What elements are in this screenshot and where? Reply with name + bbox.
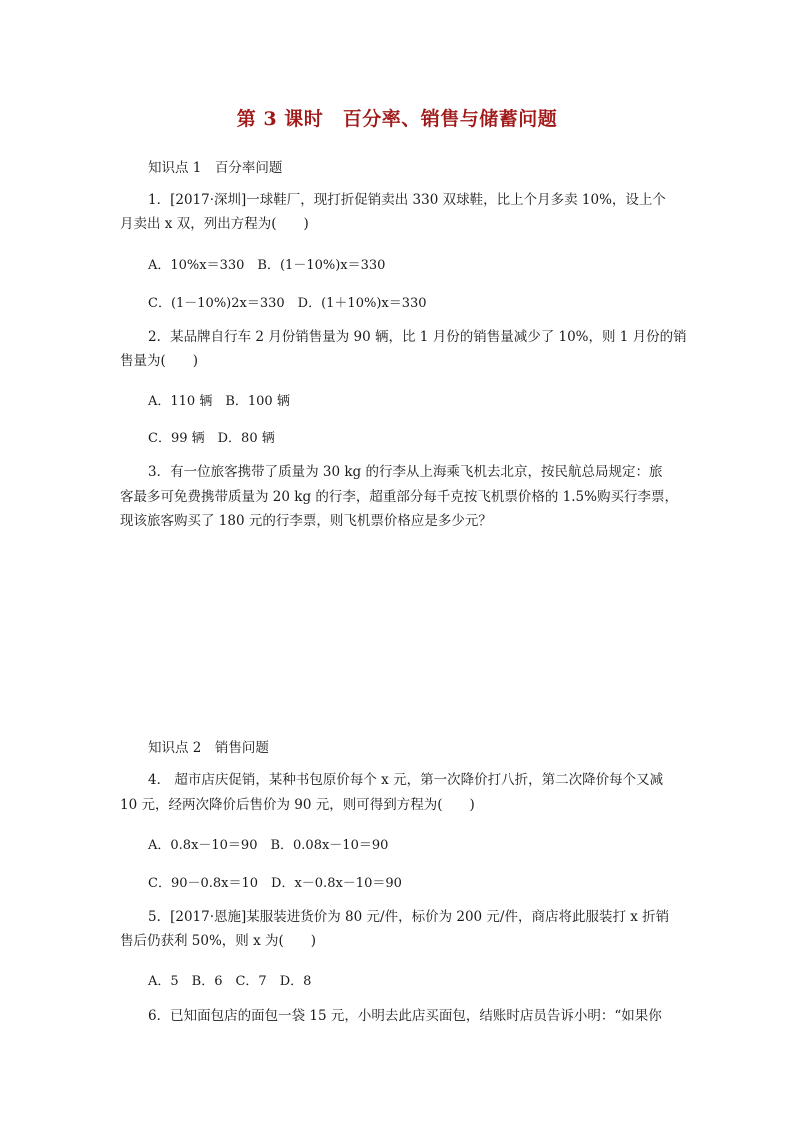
q4-line2: 10 元，经两次降价后售价为 90 元，则可得到方程为( ) [120, 797, 475, 813]
q4-line1: 4． 超市店庆促销，某种书包原价每个 x 元，第一次降价打八折，第二次降价每个又减 [148, 772, 664, 788]
q5-line1: 5．[2017·恩施]某服装进货价为 80 元/件，标价为 200 元/件，商店将此服装打 x 折销 [148, 909, 670, 925]
q3-line2: 客最多可免费携带质量为 20 kg 的行李，超重部分每千克按飞机票价格的 1.5%购买行李票， [120, 489, 678, 505]
q1-line1: 1．[2017·深圳]一球鞋厂，现打折促销卖出 330 双球鞋，比上个月多卖 10%，设上个 [148, 192, 666, 208]
q5-line2: 售后仍获利 50%，则 x 为( ) [120, 933, 317, 949]
q4-options-ab: A．0.8x－10＝90 B．0.08x－10＝90 [148, 838, 389, 853]
page-title: 第 3 课时 百分率、销售与储蓄问题 [236, 108, 558, 130]
q2-line1: 2．某品牌自行车 2 月份销售量为 90 辆，比 1 月份的销售量减少了 10%，则 1 月份的销 [148, 329, 687, 345]
section-heading-2: 知识点 2 销售问题 [148, 740, 269, 756]
q1-line2: 月卖出 x 双，列出方程为( ) [120, 216, 309, 232]
q3-line1: 3．有一位旅客携带了质量为 30 kg 的行李从上海乘飞机去北京，按民航总局规定：旅 [148, 464, 663, 480]
q3-line3: 现该旅客购买了 180 元的行李票，则飞机票价格应是多少元？ [120, 513, 492, 529]
q1-options-ab: A．10%x＝330 B．(1－10%)x＝330 [148, 258, 386, 273]
q2-options-ab: A．110 辆 B．100 辆 [148, 394, 290, 409]
q4-options-cd: C．90－0.8x＝10 D．x－0.8x－10＝90 [148, 876, 402, 891]
q6-line1: 6．已知面包店的面包一袋 15 元，小明去此店买面包，结账时店员告诉小明：“如果你 [148, 1008, 662, 1024]
q1-options-cd: C．(1－10%)2x＝330 D．(1＋10%)x＝330 [148, 296, 427, 311]
q2-options-cd: C．99 辆 D．80 辆 [148, 431, 275, 446]
q2-line2: 售量为( ) [120, 353, 199, 369]
q5-options: A．5 B．6 C．7 D．8 [148, 974, 312, 989]
section-heading-1: 知识点 1 百分率问题 [148, 160, 283, 176]
